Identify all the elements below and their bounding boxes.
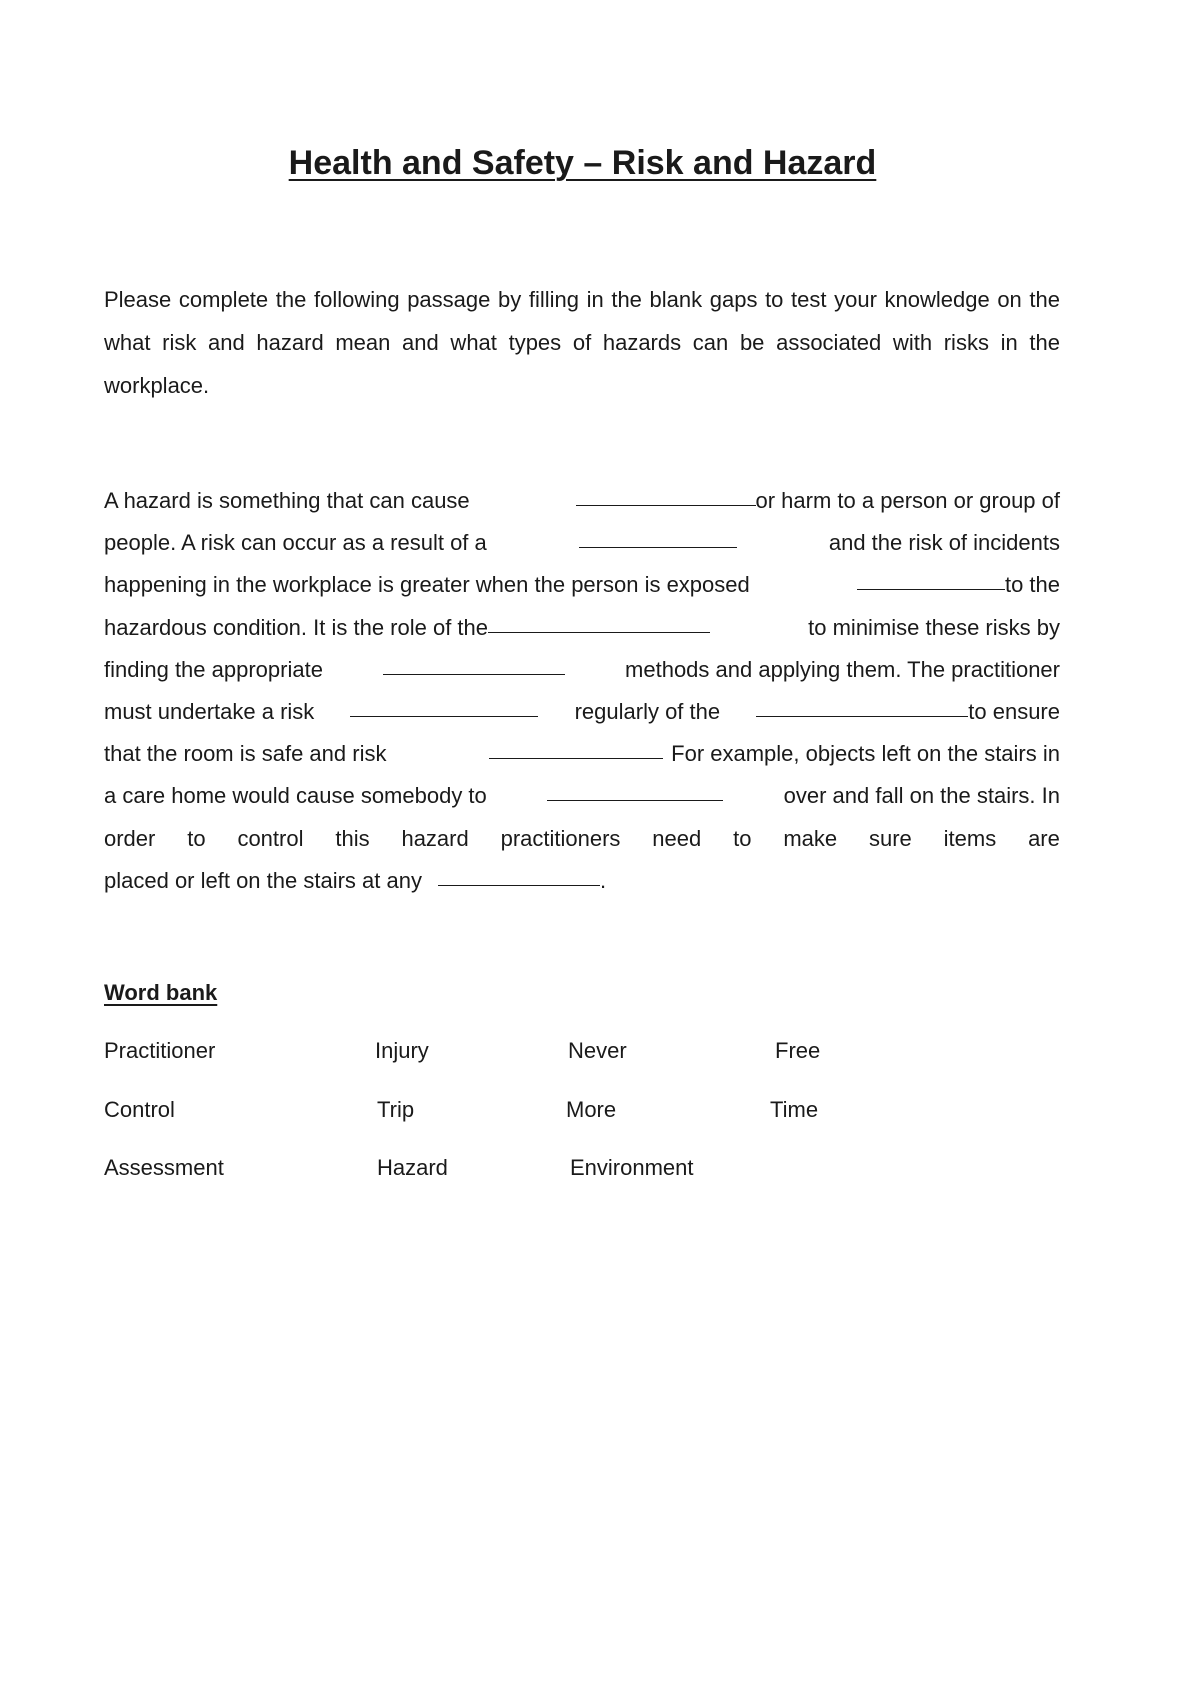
passage-word: are xyxy=(1028,825,1060,851)
passage-segment xyxy=(104,607,710,649)
passage-text: over and fall on the stairs. In xyxy=(783,783,1060,809)
passage-segment xyxy=(756,691,1060,733)
blank-gap-4[interactable] xyxy=(488,631,710,633)
passage-text: to ensure xyxy=(968,698,1060,724)
passage-segment xyxy=(576,480,1061,522)
blank-gap-1[interactable] xyxy=(576,504,756,506)
word-bank-word: Injury xyxy=(375,1038,429,1063)
passage-text: to the xyxy=(1004,572,1060,598)
passage-text: to minimise these risks by xyxy=(808,614,1060,640)
passage-line-9 xyxy=(104,818,1060,860)
blank-gap-5[interactable] xyxy=(383,673,565,675)
passage-text: that the room is safe and risk xyxy=(104,741,387,767)
word-bank-word: Practitioner xyxy=(104,1038,216,1063)
passage-word: this xyxy=(335,825,370,851)
word-bank-word: Hazard xyxy=(377,1155,448,1180)
fill-in-passage xyxy=(104,480,1060,902)
passage-word: make xyxy=(783,825,838,851)
word-bank-word: More xyxy=(566,1097,617,1122)
word-bank-word: Environment xyxy=(570,1155,694,1180)
passage-segment xyxy=(857,564,1060,606)
passage-text: . xyxy=(599,867,607,893)
passage-text: regularly of the xyxy=(574,698,721,724)
word-bank-word: Control xyxy=(104,1097,175,1122)
blank-gap-9[interactable] xyxy=(547,799,723,801)
blank-gap-2[interactable] xyxy=(579,546,737,548)
passage-text: and the risk of incidents xyxy=(828,530,1060,556)
passage-text: must undertake a risk xyxy=(104,698,315,724)
passage-line-4 xyxy=(104,607,1060,649)
passage-text: or harm to a person or group of xyxy=(755,488,1060,513)
word-bank-word: Never xyxy=(568,1038,627,1063)
passage-text: a care home would cause somebody to xyxy=(104,783,487,809)
passage-word: hazard xyxy=(401,825,469,851)
passage-word: to xyxy=(733,825,752,851)
word-bank-word: Time xyxy=(770,1097,819,1122)
passage-line-6 xyxy=(104,691,1060,733)
passage-text: For example, objects left on the stairs in xyxy=(671,741,1060,767)
blank-gap-3[interactable] xyxy=(857,588,1005,590)
passage-text: happening in the workplace is greater when the person is exposed xyxy=(104,572,750,598)
word-bank-word: Trip xyxy=(377,1097,415,1122)
passage-text: methods and applying them. The practitioner xyxy=(625,656,1060,682)
passage-line-7 xyxy=(104,733,1060,775)
word-bank-word: Free xyxy=(775,1038,821,1063)
blank-gap-7[interactable] xyxy=(756,715,968,717)
passage-line-10 xyxy=(104,860,1060,902)
passage-segment xyxy=(489,733,1060,775)
passage-word: practitioners xyxy=(500,825,621,851)
instructions-paragraph: Please complete the following passage by filling in the blank gaps to test your knowledge on the what risk and hazard mean and what types of hazards can be associated with risks in the workplace. xyxy=(104,287,1060,398)
passage-text: finding the appropriate xyxy=(104,656,323,682)
blank-gap-6[interactable] xyxy=(350,715,538,717)
passage-word: need xyxy=(652,825,702,851)
blank-gap-8[interactable] xyxy=(489,757,663,759)
passage-line-3 xyxy=(104,564,1060,606)
passage-word: sure xyxy=(868,825,912,851)
passage-text: A hazard is something that can cause xyxy=(104,488,470,513)
passage-line-1 xyxy=(104,480,1060,522)
passage-word: order xyxy=(104,825,156,851)
passage-text: people. A risk can occur as a result of a xyxy=(104,530,487,556)
word-bank-heading: Word bank xyxy=(104,980,218,1005)
page-title: Health and Safety – Risk and Hazard xyxy=(288,144,877,182)
passage-line-5 xyxy=(104,649,1060,691)
passage-text: hazardous condition. It is the role of the xyxy=(104,614,489,640)
passage-line-8 xyxy=(104,775,1060,817)
passage-text: placed or left on the stairs at any xyxy=(104,867,422,893)
passage-word: to xyxy=(187,825,206,851)
passage-line-2 xyxy=(104,522,1060,564)
blank-gap-10[interactable] xyxy=(438,884,600,886)
passage-word: control xyxy=(237,825,304,851)
passage-word: items xyxy=(943,825,997,851)
word-bank-word: Assessment xyxy=(104,1155,224,1180)
